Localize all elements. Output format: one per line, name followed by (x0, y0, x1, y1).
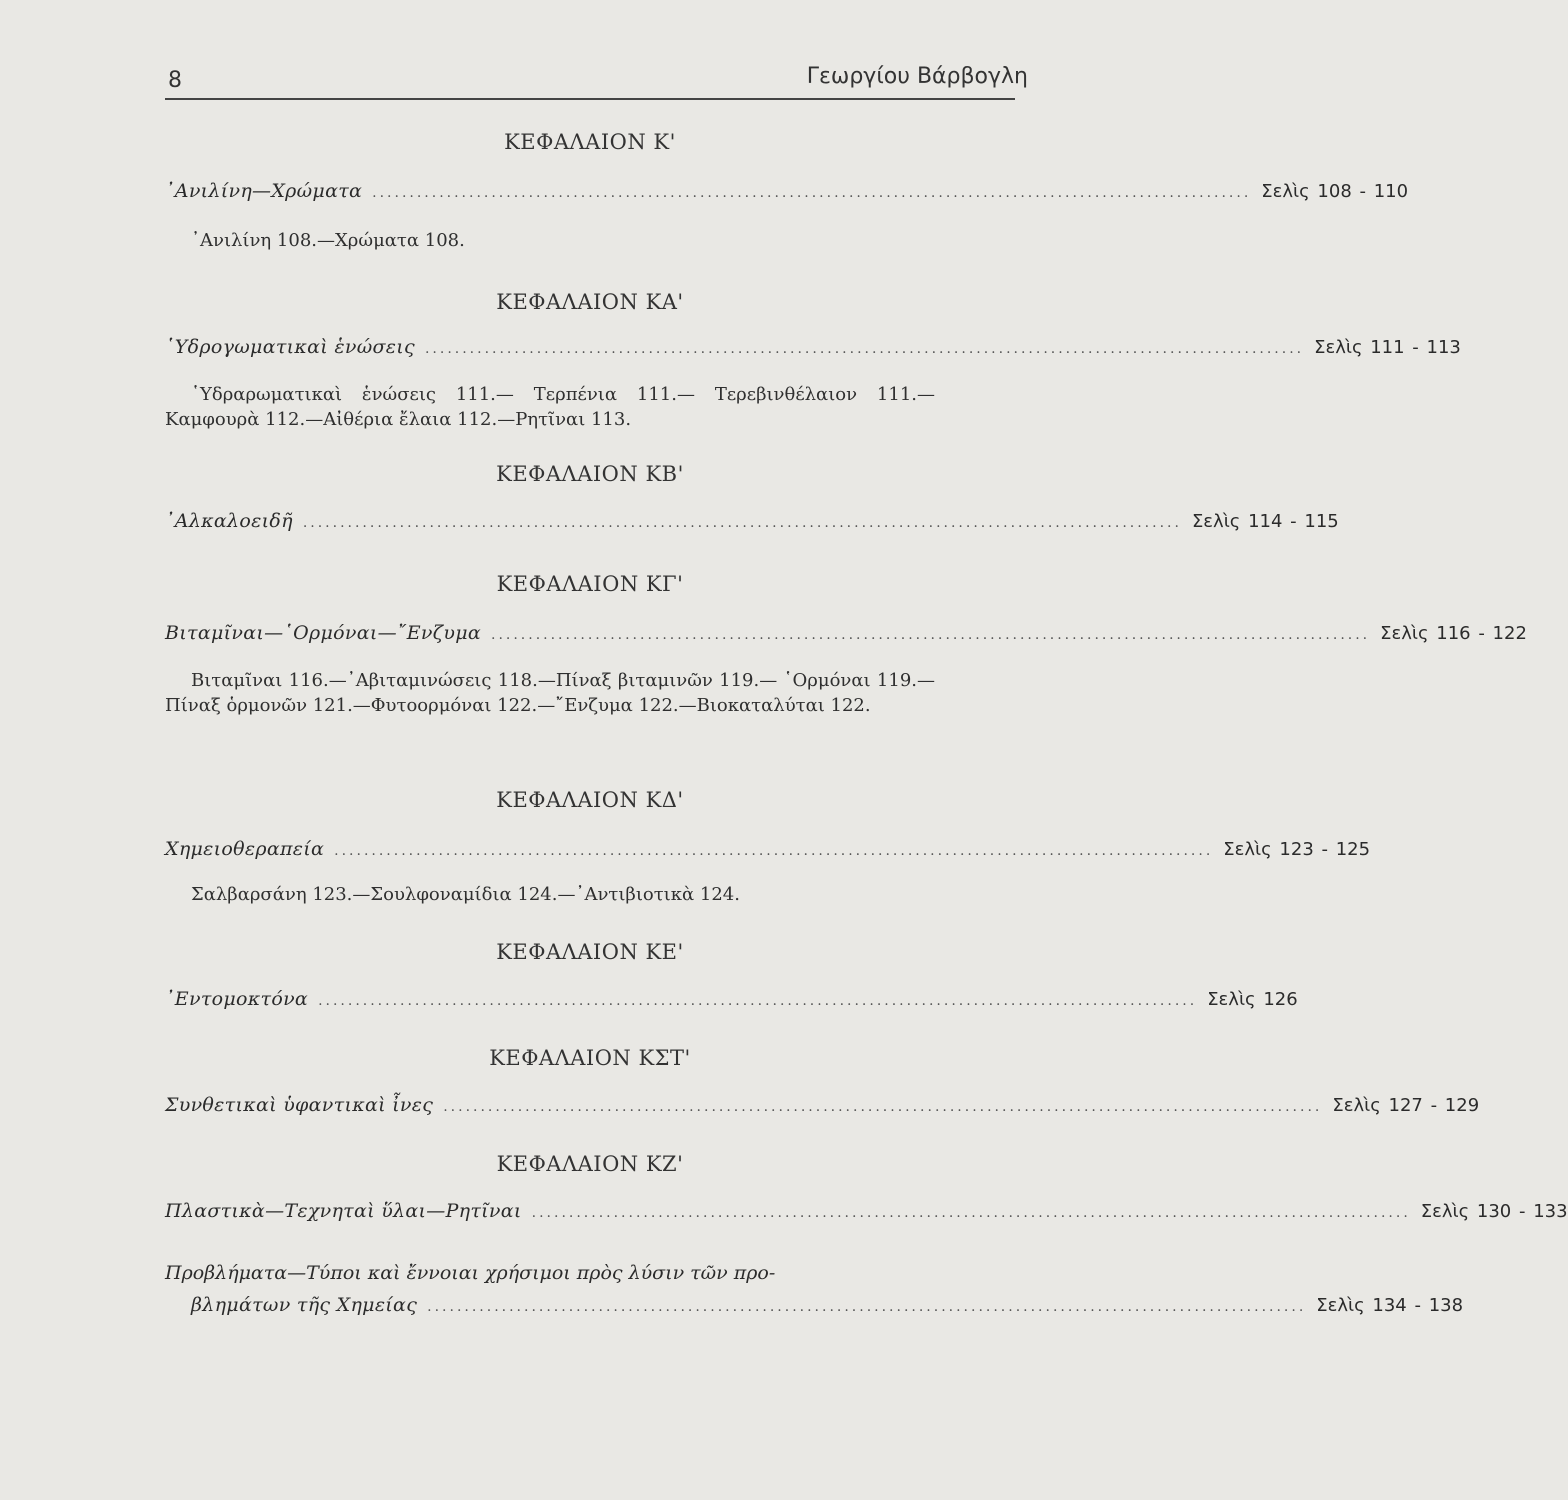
dot-leader: ...................................................................................................................... (427, 1299, 1307, 1315)
entry-title: ᾿Εντομοκτόνα (165, 988, 309, 1010)
entry-pages: Σελὶς 127 - 129 (1332, 1095, 1480, 1116)
entry-pages: Σελὶς 108 - 110 (1261, 181, 1409, 202)
entry-title: Συνθετικαὶ ὑφαντικαὶ ἶνες (165, 1094, 434, 1116)
dot-leader: ...................................................................................................................... (372, 185, 1252, 201)
chapter-summary: Σαλβαρσάνη 123.—Σουλφοναμίδια 124.—᾿Αντιβιοτικὰ 124. (191, 884, 740, 905)
toc-entry (165, 988, 1298, 1010)
entry-pages: Σελὶς 111 - 113 (1314, 337, 1461, 358)
final-entry-title-line1: Προβλήματα—Τύποι καὶ ἔννοιαι χρήσιμοι πρὸς λύσιν τῶν προ- (165, 1262, 776, 1284)
chapter-summary: ῾Υδραρωματικαὶ ἑνώσεις 111.— Τερπένια 111.— Τερεβινθέλαιον 111.—Καμφουρὰ 112.—Αἰθέρια ἔλαια 112.—Ρητῖναι 113. (165, 384, 935, 430)
dot-leader: ...................................................................................................................... (531, 1205, 1411, 1221)
dot-leader: ...................................................................................................................... (334, 843, 1214, 859)
chapter-heading: ΚΕΦΑΛΑΙΟΝ ΚΣΤ' (489, 1046, 691, 1070)
chapter-heading: ΚΕΦΑΛΑΙΟΝ ΚΒ' (496, 462, 684, 486)
entry-title: βλημάτων τῆς Χημείας (191, 1294, 418, 1316)
header-rule (165, 98, 1015, 100)
entry-pages: Σελὶς 134 - 138 (1316, 1295, 1464, 1316)
running-head-author: Γεωργίου Βάρβογλη (806, 64, 1028, 89)
chapter-heading: ΚΕΦΑΛΑΙΟΝ ΚΑ' (496, 290, 684, 314)
entry-pages: Σελὶς 126 (1207, 989, 1298, 1010)
dot-leader: ...................................................................................................................... (491, 627, 1371, 643)
dot-leader: ...................................................................................................................... (443, 1099, 1323, 1115)
chapter-heading: ΚΕΦΑΛΑΙΟΝ ΚΓ' (496, 572, 684, 596)
chapter-heading: ΚΕΦΑΛΑΙΟΝ Κ' (504, 130, 676, 154)
entry-pages: Σελὶς 116 - 122 (1380, 623, 1527, 644)
toc-entry (165, 1200, 1568, 1222)
chapter-heading: ΚΕΦΑΛΑΙΟΝ ΚΕ' (496, 940, 684, 964)
chapter-summary: Βιταμῖναι 116.—᾿Αβιταμινώσεις 118.—Πίναξ βιταμινῶν 119.— ῾Ορμόναι 119.—Πίναξ ὁρμονῶν 121.—Φυτοορμόναι 122.—῎Ενζυμα 122.—Βιοκαταλύται 122. (165, 670, 935, 716)
dot-leader: ...................................................................................................................... (318, 993, 1198, 1009)
chapter-summary: ᾿Ανιλίνη 108.—Χρώματα 108. (191, 230, 465, 251)
entry-pages: Σελὶς 123 - 125 (1223, 839, 1371, 860)
entry-title: Βιταμῖναι—῾Ορμόναι—῎Ενζυμα (165, 622, 481, 644)
entry-title: ᾿Ανιλίνη—Χρώματα (165, 180, 363, 202)
dot-leader: ...................................................................................................................... (302, 515, 1182, 531)
entry-pages: Σελὶς 114 - 115 (1191, 511, 1339, 532)
page-number: 8 (168, 68, 182, 93)
entry-title: Πλαστικὰ—Τεχνηταὶ ὕλαι—Ρητῖναι (165, 1200, 522, 1222)
toc-entry (165, 1094, 1480, 1116)
dot-leader: ...................................................................................................................... (424, 341, 1305, 357)
toc-entry (165, 622, 1527, 644)
toc-entry (165, 510, 1339, 532)
toc-entry (165, 1294, 1464, 1316)
entry-title: ᾿Αλκαλοειδῆ (165, 510, 293, 532)
entry-title: ῾Υδρογωματικαὶ ἑνώσεις (165, 336, 415, 358)
chapter-heading: ΚΕΦΑΛΑΙΟΝ ΚΔ' (496, 788, 684, 812)
toc-entry (165, 838, 1371, 860)
toc-entry (165, 180, 1409, 202)
toc-entry (165, 336, 1461, 358)
entry-title: Χημειοθεραπεία (165, 838, 325, 860)
chapter-heading: ΚΕΦΑΛΑΙΟΝ ΚΖ' (496, 1152, 684, 1176)
entry-pages: Σελὶς 130 - 133 (1420, 1201, 1568, 1222)
